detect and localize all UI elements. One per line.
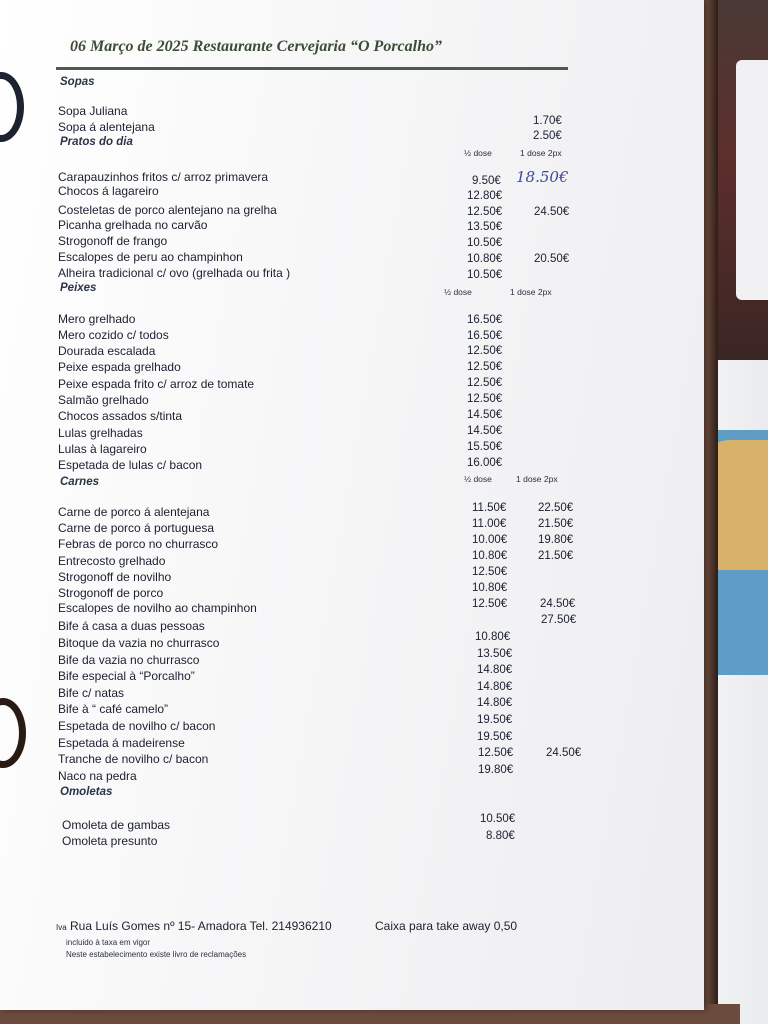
menu-price: 19.80€ [478,764,514,776]
menu-price: 10.80€ [467,253,503,265]
menu-price: 12.50€ [472,566,508,578]
menu-price: 12.50€ [467,345,503,357]
menu-item: Carne de porco á portuguesa [58,521,215,535]
menu-price: 12.50€ [472,598,508,610]
menu-item: Sopa Juliana [58,104,128,118]
menu-price: 14.50€ [467,425,503,437]
handwritten-price: 18.50€ [516,168,569,186]
menu-price: 14.80€ [477,697,513,709]
section-carnes: Carnes [60,476,99,488]
menu-price: 13.50€ [477,648,513,660]
menu-price: 10.80€ [472,582,508,594]
menu-title: 06 Março de 2025 Restaurante Cervejaria “O Porcalho” [70,38,442,55]
col-label-half-dose: ½ dose [464,148,492,158]
menu-item: Tranche de novilho c/ bacon [58,752,209,766]
menu-item: Picanha grelhada no carvão [58,218,208,232]
menu-price: 12.50€ [467,377,503,389]
menu-price: 16.50€ [467,330,503,342]
menu-price: 11.00€ [472,518,507,530]
menu-item: Peixe espada frito c/ arroz de tomate [58,377,255,391]
title-underline [56,67,568,70]
menu-item: Bife á casa a duas pessoas [58,619,205,633]
menu-price: 14.80€ [477,664,513,676]
menu-price: 12.50€ [478,747,514,759]
menu-item: Febras de porco no churrasco [58,537,219,551]
footer-address-text: Rua Luís Gomes nº 15- Amadora Tel. 214936210 [70,919,332,933]
menu-price: 14.80€ [477,681,513,693]
menu-price: 11.50€ [472,502,507,514]
menu-price: 13.50€ [467,221,503,233]
menu-item: Strogonoff de frango [58,234,168,248]
menu-price: 12.50€ [467,393,503,405]
menu-price: 10.00€ [472,534,508,546]
section-sopas: Sopas [60,76,95,88]
menu-item: Chocos assados s/tinta [58,409,183,423]
menu-item: Escalopes de novilho ao champinhon [58,601,257,615]
section-pratos-do-dia: Pratos do dia [60,136,133,148]
menu-item: Strogonoff de porco [58,586,164,600]
menu-item: Bitoque da vazia no churrasco [58,636,220,650]
menu-price: 10.80€ [475,631,511,643]
menu-item: Lulas à lagareiro [58,442,147,456]
menu-price: 10.50€ [467,237,503,249]
col-label-full-dose: 1 dose 2px [520,148,562,158]
col-label-full-dose: 1 dose 2px [510,287,552,297]
menu-item: Entrecosto grelhado [58,554,166,568]
menu-price: 12.50€ [467,361,503,373]
footer-tax-note: incluido à taxa em vigor [66,938,151,947]
menu-item: Peixe espada grelhado [58,360,181,374]
menu-price: 12.50€ [467,206,503,218]
menu-price: 10.80€ [472,550,508,562]
menu-item: Bife à “ café camelo” [58,702,169,716]
menu-item: Bife da vazia no churrasco [58,653,200,667]
menu-price: 12.80€ [467,190,503,202]
menu-price: 15.50€ [467,441,503,453]
menu-item: Costeletas de porco alentejano na grelha [58,203,277,217]
menu-price: 21.50€ [538,550,574,562]
menu-price: 19.50€ [477,731,513,743]
menu-price: 14.50€ [467,409,503,421]
menu-item: Strogonoff de novilho [58,570,172,584]
menu-price: 24.50€ [540,598,576,610]
col-label-half-dose: ½ dose [444,287,472,297]
footer-iva: Iva [56,923,67,932]
menu-item: Mero grelhado [58,312,136,326]
menu-item: Sopa á alentejana [58,120,155,134]
footer-address [56,919,332,933]
menu-price: 21.50€ [538,518,574,530]
menu-item: Escalopes de peru ao champinhon [58,250,243,264]
section-omoletas: Omoletas [60,786,113,798]
menu-price: 22.50€ [538,502,574,514]
section-peixes: Peixes [60,282,97,294]
menu-item: Chocos á lagareiro [58,184,159,198]
col-label-full-dose: 1 dose 2px [516,474,558,484]
footer-take-away: Caixa para take away 0,50 [375,919,518,933]
menu-item: Bife especial à “Porcalho” [58,669,195,683]
menu-item: Espetada de lulas c/ bacon [58,458,203,472]
menu-item: Carne de porco á alentejana [58,505,210,519]
menu-item: Espetada de novilho c/ bacon [58,719,216,733]
menu-item: Espetada á madeirense [58,736,185,750]
menu-item: Bife c/ natas [58,686,125,700]
menu-price: 1.70€ [533,115,562,127]
menu-item: Lulas grelhadas [58,426,143,440]
footer-complaints-note: Neste estabelecimento existe livro de reclamações [66,950,247,959]
menu-price: 9.50€ [472,175,501,187]
col-label-half-dose: ½ dose [464,474,492,484]
menu-price: 24.50€ [546,747,582,759]
menu-price: 16.00€ [467,457,503,469]
menu-price: 19.80€ [538,534,574,546]
menu-item: Dourada escalada [58,344,156,358]
menu-price: 2.50€ [533,130,562,142]
menu-price: 10.50€ [480,813,516,825]
menu-item: Salmão grelhado [58,393,149,407]
menu-item: Carapauzinhos fritos c/ arroz primavera [58,170,269,184]
menu-item: Omoleta de gambas [62,818,171,832]
menu-item: Alheira tradicional c/ ovo (grelhada ou frita ) [58,266,291,280]
menu-item: Mero cozido c/ todos [58,328,169,342]
background-person-shirt [736,60,768,300]
menu-price: 27.50€ [541,614,577,626]
menu-price: 8.80€ [486,830,515,842]
menu-price: 16.50€ [467,314,503,326]
menu-price: 24.50€ [534,206,570,218]
menu-price: 10.50€ [467,269,503,281]
menu-item: Naco na pedra [58,769,137,783]
menu-item: Omoleta presunto [62,834,158,848]
menu-price: 19.50€ [477,714,513,726]
menu-price: 20.50€ [534,253,570,265]
